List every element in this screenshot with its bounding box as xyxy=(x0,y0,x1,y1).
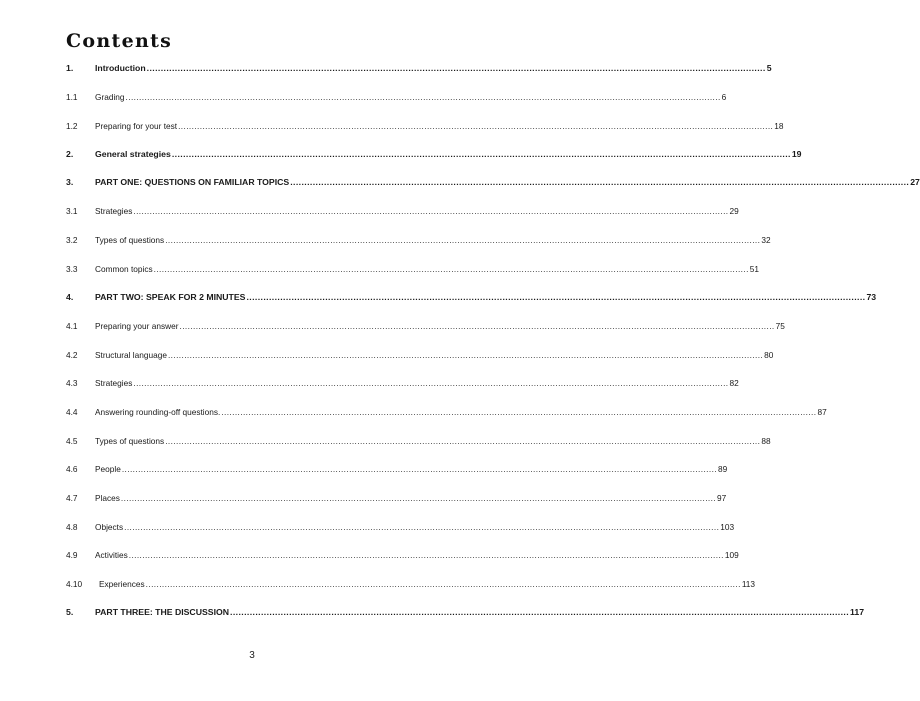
entry-title: Structural language xyxy=(95,350,167,360)
entry-title: Experiences xyxy=(99,579,145,589)
entry-number: 1.2 xyxy=(66,121,78,131)
dot-leader: ............................................................................................................................................................................................................................ xyxy=(165,436,761,446)
entry-number: 4.1 xyxy=(66,321,78,331)
entry-number: 4.6 xyxy=(66,464,78,474)
toc-entry-1-1[interactable] xyxy=(66,90,727,104)
dot-leader: ............................................................................................................................................................................................................................ xyxy=(125,92,721,102)
entry-title: People xyxy=(95,464,121,474)
dot-leader: ............................................................................................................................................................................................................................ xyxy=(124,522,720,532)
entry-page-number: 89 xyxy=(717,464,728,474)
entry-title: Introduction xyxy=(95,63,146,73)
entry-number: 4.9 xyxy=(66,550,78,560)
entry-title: Activities xyxy=(95,550,128,560)
entry-page-number: 51 xyxy=(749,264,760,274)
toc-entry-4-8[interactable] xyxy=(66,520,735,534)
entry-page-number: 29 xyxy=(729,206,739,216)
dot-leader: ............................................................................................................................................................................................................................ xyxy=(221,407,817,417)
entry-title: Places xyxy=(95,493,120,503)
dot-leader: ............................................................................................................................................................................................................................ xyxy=(146,63,766,73)
toc-entry-2[interactable] xyxy=(66,147,802,161)
entry-title: Types of questions xyxy=(95,436,165,446)
dot-leader: ............................................................................................................................................................................................................................ xyxy=(121,464,717,474)
entry-title: General strategies xyxy=(95,149,171,159)
entry-title: Common topics xyxy=(95,264,153,274)
entry-page-number: 6 xyxy=(721,92,727,102)
entry-number: 1. xyxy=(66,63,74,73)
entry-title: Strategies xyxy=(95,378,133,388)
entry-number: 4.2 xyxy=(66,350,78,360)
entry-title: Preparing your answer xyxy=(95,321,179,331)
toc-entry-4[interactable] xyxy=(66,290,877,304)
toc-entry-3-2[interactable] xyxy=(66,233,771,247)
page-title: Contents xyxy=(66,30,173,52)
entry-number: 4. xyxy=(66,292,74,302)
entry-title: Types of questions xyxy=(95,235,165,245)
dot-leader: ............................................................................................................................................................................................................................ xyxy=(171,149,791,159)
entry-number: 4.8 xyxy=(66,522,78,532)
entry-title: Preparing for your test xyxy=(95,121,178,131)
entry-number: 4.4 xyxy=(66,407,78,417)
entry-number: 3. xyxy=(66,177,74,187)
dot-leader: ............................................................................................................................................................................................................................ xyxy=(133,206,729,216)
entry-number: 4.5 xyxy=(66,436,78,446)
entry-page-number: 73 xyxy=(866,292,877,302)
entry-number: 1.1 xyxy=(66,92,78,102)
toc-entry-5[interactable] xyxy=(66,605,865,619)
toc-entry-4-2[interactable] xyxy=(66,348,774,362)
entry-number: 4.7 xyxy=(66,493,78,503)
entry-number: 3.3 xyxy=(66,264,78,274)
entry-page-number: 88 xyxy=(761,436,771,446)
entry-page-number: 117 xyxy=(850,607,865,617)
entry-page-number: 27 xyxy=(910,177,920,187)
toc-entry-4-5[interactable] xyxy=(66,434,771,448)
toc-entry-4-7[interactable] xyxy=(66,491,727,505)
entry-number: 2. xyxy=(66,149,74,159)
entry-page-number: 109 xyxy=(724,550,739,560)
entry-title: PART THREE: THE DISCUSSION xyxy=(95,607,230,617)
dot-leader: ............................................................................................................................................................................................................................ xyxy=(145,579,741,589)
toc-entry-4-10[interactable] xyxy=(66,577,756,591)
toc-entry-4-6[interactable] xyxy=(66,462,728,476)
entry-page-number: 75 xyxy=(775,321,785,331)
entry-page-number: 97 xyxy=(717,493,727,503)
dot-leader: ............................................................................................................................................................................................................................ xyxy=(153,264,749,274)
dot-leader: ............................................................................................................................................................................................................................ xyxy=(133,378,729,388)
entry-number: 5. xyxy=(66,607,74,617)
toc-entry-3[interactable] xyxy=(66,175,920,189)
entry-number: 4.10 xyxy=(66,579,83,589)
toc-entry-3-1[interactable] xyxy=(66,204,739,218)
entry-number: 4.3 xyxy=(66,378,78,388)
entry-page-number: 103 xyxy=(720,522,735,532)
entry-page-number: 87 xyxy=(817,407,827,417)
entry-title: PART ONE: QUESTIONS ON FAMILIAR TOPICS xyxy=(95,177,290,187)
toc-entry-4-3[interactable] xyxy=(66,376,739,390)
dot-leader: ............................................................................................................................................................................................................................ xyxy=(128,550,724,560)
entry-page-number: 80 xyxy=(764,350,774,360)
entry-number: 3.1 xyxy=(66,206,78,216)
dot-leader: ............................................................................................................................................................................................................................ xyxy=(178,121,774,131)
entry-number: 3.2 xyxy=(66,235,78,245)
entry-page-number: 18 xyxy=(774,121,784,131)
toc-entry-4-4[interactable] xyxy=(66,405,827,419)
entry-page-number: 5 xyxy=(766,63,772,73)
dot-leader: ............................................................................................................................................................................................................................ xyxy=(179,321,775,331)
entry-title: PART TWO: SPEAK FOR 2 MINUTES xyxy=(95,292,246,302)
dot-leader: ............................................................................................................................................................................................................................ xyxy=(165,235,761,245)
dot-leader: ............................................................................................................................................................................................................................ xyxy=(290,177,910,187)
toc-entry-4-1[interactable] xyxy=(66,319,785,333)
dot-leader: ............................................................................................................................................................................................................................ xyxy=(120,493,717,503)
toc-entry-1-2[interactable] xyxy=(66,119,784,133)
toc-entry-1[interactable] xyxy=(66,61,772,75)
toc-entry-3-3[interactable] xyxy=(66,262,760,276)
dot-leader: ............................................................................................................................................................................................................................ xyxy=(167,350,764,360)
entry-page-number: 19 xyxy=(791,149,802,159)
entry-page-number: 82 xyxy=(729,378,739,388)
dot-leader: ............................................................................................................................................................................................................................ xyxy=(230,607,850,617)
entry-page-number: 113 xyxy=(741,579,756,589)
entry-title: Objects xyxy=(95,522,124,532)
dot-leader: ............................................................................................................................................................................................................................ xyxy=(246,292,866,302)
entry-title: Answering rounding-off questions. xyxy=(95,407,221,417)
entry-title: Strategies xyxy=(95,206,133,216)
footer-page-number: 3 xyxy=(249,650,255,661)
toc-entry-4-9[interactable] xyxy=(66,548,739,562)
entry-page-number: 32 xyxy=(761,235,771,245)
entry-title: Grading xyxy=(95,92,125,102)
